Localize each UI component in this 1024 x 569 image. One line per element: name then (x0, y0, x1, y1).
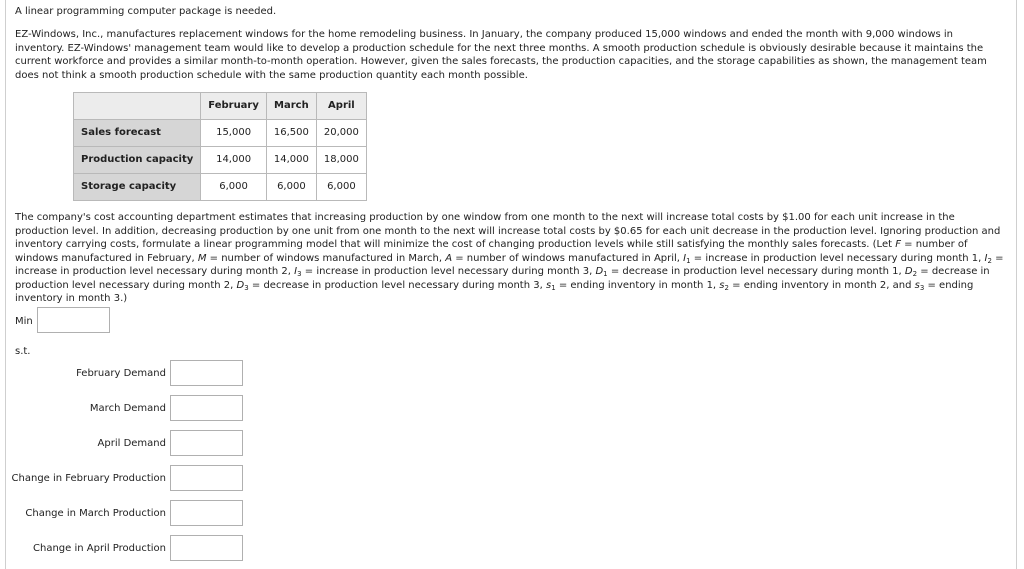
row-label: Sales forecast (74, 120, 201, 147)
table-cell: 6,000 (201, 174, 267, 201)
column-header: March (266, 93, 316, 120)
constraint-label-april-demand: April Demand (97, 438, 166, 449)
table-cell: 15,000 (201, 120, 267, 147)
constraint-label-march-demand: March Demand (89, 403, 166, 414)
row-label: Storage capacity (74, 174, 201, 201)
min-label: Min (15, 316, 33, 327)
row-label: Production capacity (74, 147, 201, 174)
march-demand-input[interactable] (170, 395, 243, 421)
table-cell: 16,500 (266, 120, 316, 147)
constraint-label-change-april: Change in April Production (33, 543, 166, 554)
table-header-row (74, 93, 367, 120)
cost-paragraph: The company's cost accounting department estimates that increasing production by one window from one month to the next will increase total costs by $1.00 for each unit increase in the production level. In addition, decreasing production by one unit from one month to the next will increase total costs by $0.65 for each unit decrease in the production level. Ignoring production and inventory carrying costs, formulate a linear programming model that will minimize the cost of changing production levels while still satisfying the monthly sales forecasts. (Let F = number of windows manufactured in February, M = number of windows manufactured in March, A = number of windows manufactured in April, $I_1$ = increase in production level necessary during month 1, $I_2$ = increase in production level necessary during month 2, $I_3$ = increase in production level necessary during month 3, $D_1$ = decrease in production level necessary during month 1, $D_2$ = decrease in production level necessary during month 2, $D_3$ = decrease in production level necessary during month 3, $s_1$ = ending inventory in month 1, $s_2$ = ending inventory in month 2, and $s_3$ = ending inventory in month 3.) (15, 212, 1004, 304)
change-april-production-input[interactable] (170, 535, 243, 561)
problem-paragraph: EZ-Windows, Inc., manufactures replacement windows for the home remodeling business. In January, the company produced 15,000 windows and ended the month with 9,000 windows in inventory. EZ-Windows' management team would like to develop a production schedule for the next three months. A smooth production schedule is obviously desirable because it maintains the current workforce and provides a similar month-to-month operation. However, given the sales forecasts, the production capacities, and the storage capabilities as shown, the management team does not think a smooth production schedule with the same production quantity each month possible. (15, 29, 987, 81)
schedule-table (73, 92, 367, 201)
change-march-production-input[interactable] (170, 500, 243, 526)
february-demand-input[interactable] (170, 360, 243, 386)
constraint-label-change-february: Change in February Production (11, 473, 166, 484)
table-cell: 20,000 (316, 120, 366, 147)
april-demand-input[interactable] (170, 430, 243, 456)
problem-heading: A linear programming computer package is needed. (15, 6, 277, 17)
table-corner-cell (74, 93, 201, 120)
table-cell: 18,000 (316, 147, 366, 174)
table-row (74, 147, 367, 174)
change-february-production-input[interactable] (170, 465, 243, 491)
table-row (74, 120, 367, 147)
table-cell: 6,000 (316, 174, 366, 201)
constraint-label-february-demand: February Demand (76, 368, 166, 379)
table-cell: 14,000 (201, 147, 267, 174)
table-row (74, 174, 367, 201)
subject-to-label: s.t. (15, 346, 31, 357)
table-cell: 6,000 (266, 174, 316, 201)
constraint-label-change-march: Change in March Production (25, 508, 166, 519)
min-objective-input[interactable] (37, 307, 110, 333)
column-header: February (201, 93, 267, 120)
column-header: April (316, 93, 366, 120)
table-cell: 14,000 (266, 147, 316, 174)
